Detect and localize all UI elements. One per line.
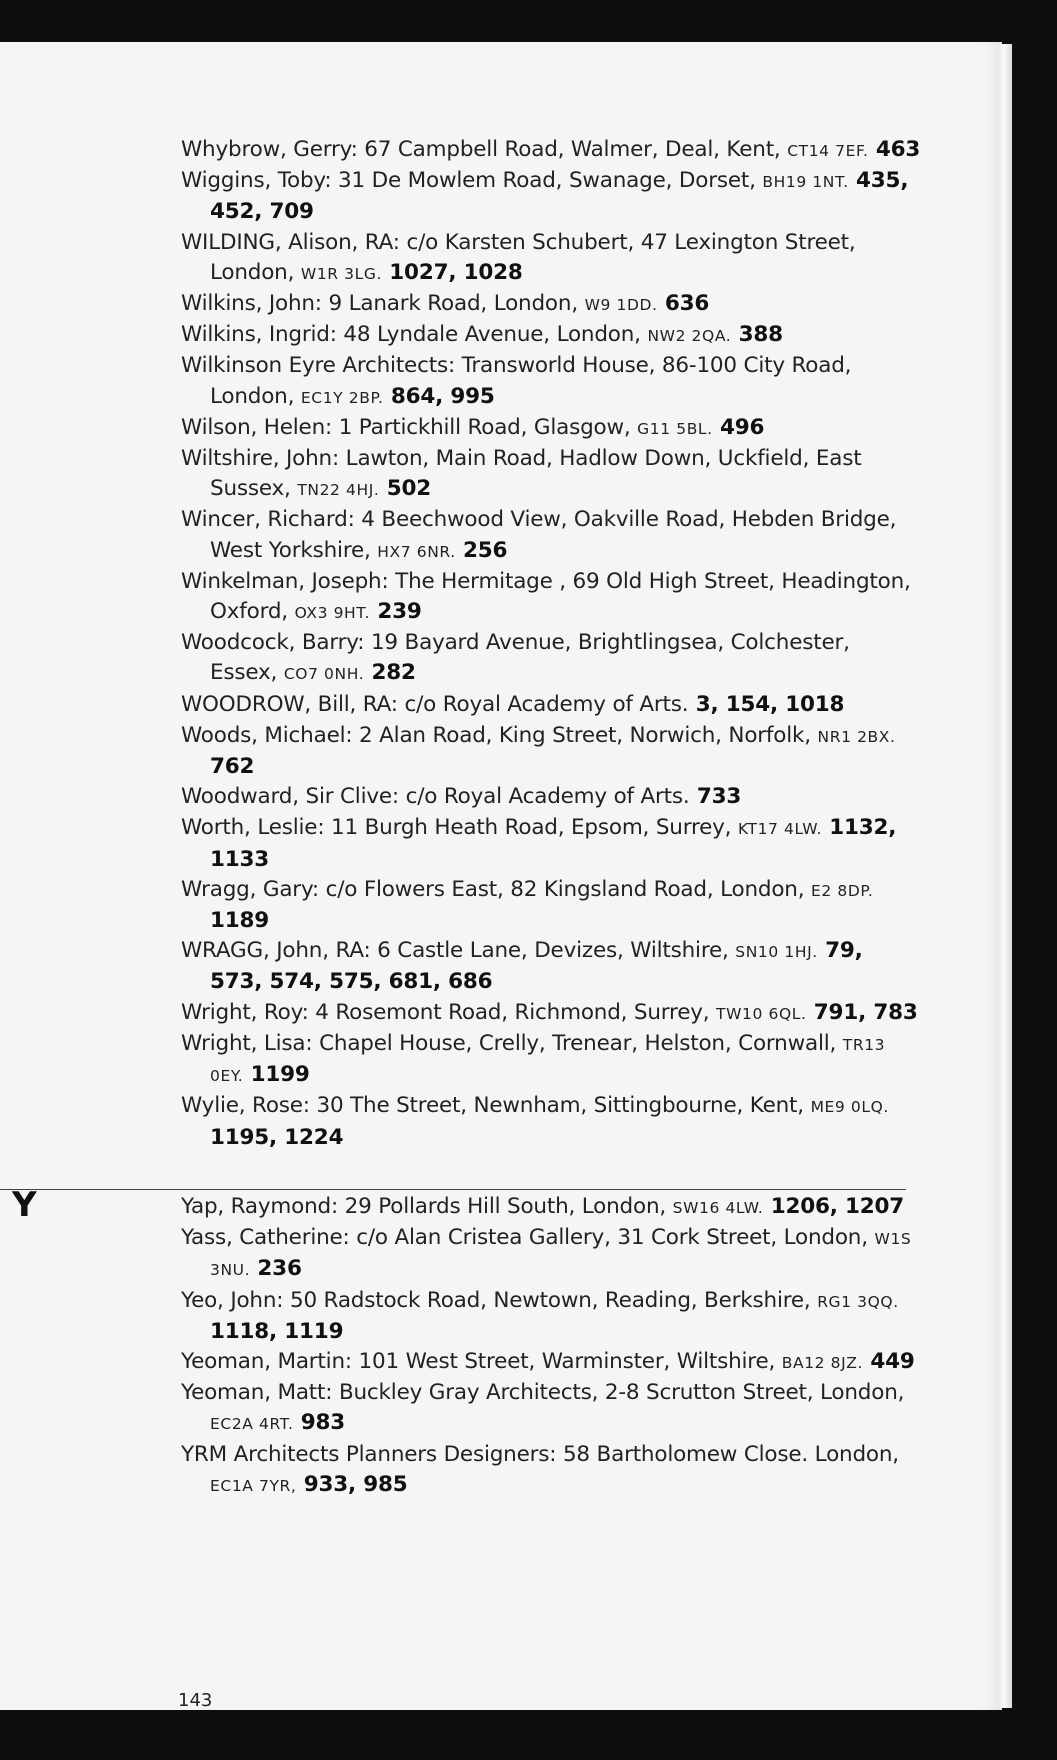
entry-name: Woodcock, Barry: [181, 630, 365, 656]
index-entry [181, 1286, 921, 1347]
entry-page-refs: 3, 154, 1018 [688, 691, 845, 717]
entry-postcode: HX7 6NR. [377, 542, 456, 561]
entry-page-refs: 1132, 1133 [210, 815, 897, 872]
entry-name: Yass, Catherine: [181, 1225, 350, 1251]
entry-page-refs: 733 [689, 784, 742, 810]
index-entry [181, 413, 921, 444]
index-entry [181, 1091, 921, 1152]
index-entry [181, 936, 921, 997]
entry-address: 11 Burgh Heath Road, Epsom, Surrey, [324, 815, 738, 841]
entry-address: 50 Radstock Road, Newtown, Reading, Berkshire, [283, 1287, 818, 1313]
index-entry [181, 289, 921, 320]
index-entry [181, 1223, 921, 1285]
entry-page-refs: 388 [731, 322, 783, 348]
index-list-w [181, 135, 921, 1153]
entry-address: c/o Royal Academy of Arts. [398, 784, 690, 810]
index-entry [181, 1347, 921, 1378]
entry-postcode: EC2A 4RT. [210, 1415, 294, 1434]
entry-name: Wincer, Richard: [181, 507, 355, 533]
entry-postcode: G11 5BL. [637, 419, 713, 438]
entry-page-refs: 1027, 1028 [382, 259, 523, 285]
section-letter: Y [12, 1185, 37, 1225]
entry-page-refs: 762 [210, 754, 255, 780]
entry-address: 29 Pollards Hill South, London, [338, 1194, 673, 1219]
entry-postcode: TN22 4HJ. [297, 481, 380, 500]
entry-address: Transworld House, 86-100 City Road, London, [210, 353, 852, 409]
entry-address: 48 Lyndale Avenue, London, [336, 322, 648, 348]
entry-postcode: EC1Y 2BP. [300, 388, 384, 407]
entry-address: Chapel House, Crelly, Trenear, Helston, Cornwall, [312, 1030, 843, 1056]
entry-address: c/o Karsten Schubert, 47 Lexington Street, London, [210, 229, 856, 285]
index-entry [181, 166, 921, 227]
book-page [0, 42, 1002, 1710]
index-entry [181, 782, 921, 813]
index-entry [181, 1440, 921, 1501]
entry-postcode: SN10 1HJ. [735, 943, 818, 962]
entry-name: Wilkinson Eyre Architects: [181, 353, 455, 379]
index-entry [181, 998, 921, 1029]
entry-name: Wylie, Rose: [181, 1093, 310, 1119]
entry-address: The Hermitage , 69 Old High Street, Headington, Oxford, [210, 568, 911, 625]
entry-name: WILDING, Alison, RA: [181, 229, 400, 255]
entry-address: Buckley Gray Architects, 2-8 Scrutton Street, London, [332, 1380, 905, 1406]
entry-name: Worth, Leslie: [181, 815, 325, 841]
entry-page-refs: 236 [250, 1256, 302, 1282]
entry-page-refs: 1195, 1224 [210, 1124, 344, 1150]
entry-postcode: TW10 6QL. [716, 1004, 807, 1023]
entry-postcode: OX3 9HT. [294, 604, 371, 623]
entry-postcode: NW2 2QA. [647, 327, 732, 346]
entry-name: Winkelman, Joseph: [181, 568, 389, 594]
entry-page-refs: 1118, 1119 [210, 1318, 344, 1344]
index-entry [181, 628, 921, 689]
index-entry [181, 813, 921, 874]
entry-name: YRM Architects Planners Designers: [181, 1441, 557, 1467]
index-list-y [181, 1192, 921, 1501]
index-entry [181, 351, 921, 412]
entry-name: Wilkins, John: [181, 291, 322, 317]
entry-name: Yeoman, Martin: [181, 1349, 352, 1375]
entry-postcode: W1R 3LG. [300, 264, 383, 283]
entry-page-refs: 636 [657, 291, 710, 317]
entry-name: Wilson, Helen: [181, 414, 333, 440]
index-entry [181, 505, 921, 566]
entry-postcode: CT14 7EF. [787, 142, 869, 160]
entry-page-refs: 983 [293, 1410, 346, 1436]
index-entry [181, 567, 921, 628]
section-divider [0, 1189, 906, 1190]
entry-postcode: W1S 3NU. [210, 1230, 912, 1280]
index-entry [181, 444, 921, 505]
entry-page-refs: 239 [370, 599, 422, 625]
entry-address: 31 De Mowlem Road, Swanage, Dorset, [331, 168, 763, 194]
entry-postcode: CO7 0NH. [283, 665, 365, 684]
entry-address: Lawton, Main Road, Hadlow Down, Uckfield, East Sussex, [210, 446, 862, 502]
entry-address: c/o Flowers East, 82 Kingsland Road, London, [318, 876, 811, 902]
entry-name: Wilkins, Ingrid: [181, 322, 337, 348]
entry-address: 58 Bartholomew Close. London, [556, 1441, 899, 1467]
entry-name: WRAGG, John, RA: [181, 938, 371, 964]
entry-page-refs: 1206, 1207 [763, 1194, 905, 1219]
entry-page-refs: 502 [379, 476, 432, 502]
entry-postcode: BA12 8JZ. [781, 1354, 864, 1373]
entry-page-refs: 449 [863, 1349, 915, 1375]
index-entry [181, 1192, 921, 1223]
entry-page-refs: 435, 452, 709 [210, 168, 909, 225]
entry-name: Yeo, John: [181, 1287, 284, 1313]
index-entry [181, 1029, 921, 1091]
entry-postcode: KT17 4LW. [737, 820, 822, 839]
entry-name: Woodward, Sir Clive: [181, 784, 399, 810]
entry-page-refs: 256 [455, 537, 508, 563]
entry-address: 4 Rosemont Road, Richmond, Surrey, [308, 999, 717, 1025]
entry-name: Yeoman, Matt: [181, 1380, 333, 1406]
entry-page-refs: 496 [712, 414, 765, 440]
entry-name: Wiltshire, John: [181, 446, 340, 472]
page-number: 143 [178, 1690, 213, 1711]
index-entry [181, 690, 921, 721]
entry-postcode: BH19 1NT. [762, 173, 849, 192]
entry-address: 101 West Street, Warminster, Wiltshire, [351, 1349, 782, 1375]
entry-name: Wragg, Gary: [181, 876, 319, 902]
entry-page-refs: 791, 783 [806, 999, 918, 1025]
index-entry [181, 721, 921, 782]
index-entry [181, 135, 921, 166]
entry-page-refs: 1199 [243, 1062, 310, 1088]
entry-name: Wiggins, Toby: [181, 168, 332, 194]
entry-name: Woods, Michael: [181, 722, 353, 748]
entry-address: c/o Royal Academy of Arts. [397, 691, 689, 717]
entry-address: 4 Beechwood View, Oakville Road, Hebden Bridge, West Yorkshire, [210, 507, 897, 563]
entry-page-refs: 933, 985 [296, 1471, 408, 1497]
entry-postcode: E2 8DP. [810, 881, 874, 900]
entry-name: Whybrow, Gerry: [181, 137, 358, 162]
entry-name: Wright, Lisa: [181, 1030, 313, 1056]
index-entry [181, 320, 921, 351]
entry-postcode: SW16 4LW. [672, 1199, 764, 1217]
entry-postcode: EC1A 7YR, [210, 1476, 297, 1495]
entry-postcode: RG1 3QQ. [817, 1292, 899, 1311]
entry-address: 30 The Street, Newnham, Sittingbourne, Kent, [309, 1093, 811, 1119]
entry-postcode: TR13 0EY. [210, 1035, 886, 1086]
entry-name: Wright, Roy: [181, 999, 309, 1025]
entry-postcode: ME9 0LQ. [810, 1098, 889, 1117]
page-edge [998, 44, 1012, 1708]
entry-name: WOODROW, Bill, RA: [181, 691, 398, 717]
entry-address: c/o Alan Cristea Gallery, 31 Cork Street, London, [349, 1225, 875, 1251]
entry-page-refs: 79, 573, 574, 575, 681, 686 [210, 938, 863, 995]
entry-address: 2 Alan Road, King Street, Norwich, Norfolk, [352, 722, 818, 748]
entry-page-refs: 1189 [210, 908, 270, 934]
entry-address: 1 Partickhill Road, Glasgow, [332, 414, 638, 440]
entry-page-refs: 282 [364, 660, 416, 686]
entry-address: 19 Bayard Avenue, Brightlingsea, Colchester, Essex, [210, 630, 850, 686]
entry-address: 6 Castle Lane, Devizes, Wiltshire, [370, 938, 736, 964]
index-entry [181, 1378, 921, 1439]
entry-page-refs: 864, 995 [383, 383, 495, 409]
entry-postcode: NR1 2BX. [817, 727, 896, 746]
entry-address: 67 Campbell Road, Walmer, Deal, Kent, [357, 137, 788, 162]
entry-postcode: W9 1DD. [584, 296, 658, 315]
entry-name: Yap, Raymond: [181, 1194, 339, 1219]
entry-address: 9 Lanark Road, London, [321, 291, 585, 317]
index-entry [181, 228, 921, 289]
entry-page-refs: 463 [868, 137, 921, 162]
index-entry [181, 875, 921, 936]
